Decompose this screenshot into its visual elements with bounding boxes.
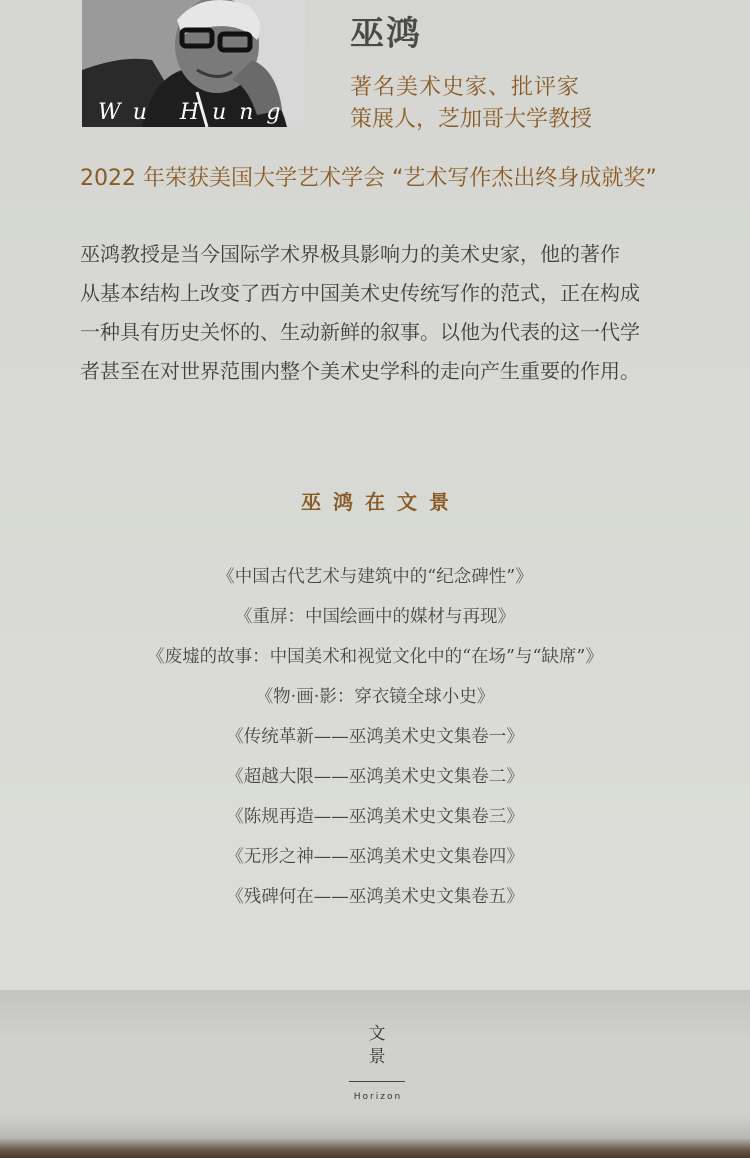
author-bio xyxy=(80,235,680,391)
bio-line: 一种具有历史关怀的、生动新鲜的叙事。以他为代表的这一代学 xyxy=(80,320,640,344)
bio-line: 者甚至在对世界范围内整个美术史学科的走向产生重要的作用。 xyxy=(80,359,640,383)
publisher-char-2: 景 xyxy=(368,1047,386,1067)
author-role-2: 策展人，芝加哥大学教授 xyxy=(350,107,593,132)
publisher-english-name: Horizon xyxy=(353,1092,403,1102)
portrait-caption: Wu Hung xyxy=(98,100,294,125)
book-title: 《废墟的故事：中国美术和视觉文化中的“在场”与“缺席”》 xyxy=(147,647,603,667)
book-title: 《超越大限——巫鸿美术史文集卷二》 xyxy=(226,767,524,787)
publisher-logo xyxy=(349,1023,405,1102)
bio-line: 巫鸿教授是当今国际学术界极具影响力的美术史家，他的著作 xyxy=(80,242,620,266)
book-title: 《陈规再造——巫鸿美术史文集卷三》 xyxy=(226,807,524,827)
book-title: 《物·画·影：穿衣镜全球小史》 xyxy=(255,687,495,707)
author-role-1: 著名美术史家、批评家 xyxy=(350,75,581,100)
book-title: 《无形之神——巫鸿美术史文集卷四》 xyxy=(226,847,524,867)
book-title: 《残碑何在——巫鸿美术史文集卷五》 xyxy=(226,887,524,907)
publisher-char-1: 文 xyxy=(368,1024,386,1044)
book-title: 《中国古代艺术与建筑中的“纪念碑性”》 xyxy=(217,567,533,587)
book-title: 《传统革新——巫鸿美术史文集卷一》 xyxy=(226,727,524,747)
bio-line: 从基本结构上改变了西方中国美术史传统写作的范式，正在构成 xyxy=(80,281,640,305)
author-name: 巫鸿 xyxy=(350,14,422,54)
author-portrait xyxy=(82,0,305,127)
logo-divider xyxy=(349,1081,405,1082)
book-title: 《重屏：中国绘画中的媒材与再现》 xyxy=(235,607,515,627)
author-award: 2022 年荣获美国大学艺术学会 “艺术写作杰出终身成就奖” xyxy=(80,166,657,191)
section-title: 巫鸿在文景 xyxy=(301,490,461,514)
book-list xyxy=(0,563,750,923)
